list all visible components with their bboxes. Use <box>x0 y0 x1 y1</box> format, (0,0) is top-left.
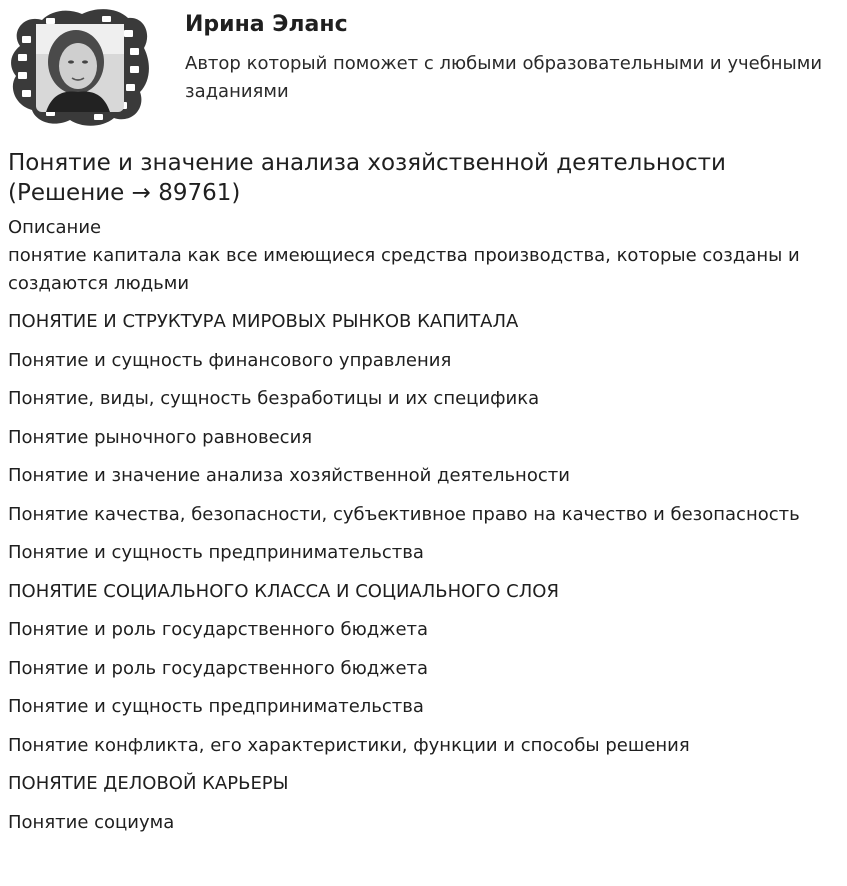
description-heading: Описание <box>8 217 102 238</box>
author-description: Автор который поможет с любыми образовательными и учебными заданиями <box>185 53 823 102</box>
main-content <box>8 148 838 847</box>
related-list <box>8 308 838 837</box>
related-item[interactable]: Понятие и сущность предпринимательства <box>8 696 424 717</box>
author-block <box>0 0 847 140</box>
related-item[interactable]: Понятие социума <box>8 811 175 833</box>
related-item[interactable]: Понятие конфликта, его характеристики, функции и способы решения <box>8 734 690 756</box>
related-item[interactable]: Понятие и роль государственного бюджета <box>8 619 429 640</box>
related-item[interactable]: ПОНЯТИЕ И СТРУКТУРА МИРОВЫХ РЫНКОВ КАПИТАЛА <box>8 311 519 332</box>
related-item[interactable]: Понятие и роль государственного бюджета <box>8 657 429 679</box>
related-item[interactable]: ПОНЯТИЕ СОЦИАЛЬНОГО КЛАССА И СОЦИАЛЬНОГО СЛОЯ <box>8 580 559 602</box>
related-item[interactable]: Понятие, виды, сущность безработицы и их специфика <box>8 388 540 409</box>
author-avatar <box>6 6 152 128</box>
related-item[interactable]: Понятие и значение анализа хозяйственной деятельности <box>8 465 570 486</box>
author-name: Ирина Эланс <box>185 12 348 37</box>
related-item[interactable]: Понятие рыночного равновесия <box>8 426 313 448</box>
related-item[interactable]: Понятие и сущность финансового управления <box>8 349 452 371</box>
description-text: понятие капитала как все имеющиеся средства производства, которые созданы и создаются людьми <box>8 245 800 294</box>
related-item[interactable]: ПОНЯТИЕ ДЕЛОВОЙ КАРЬЕРЫ <box>8 773 289 794</box>
page-title: Понятие и значение анализа хозяйственной деятельности (Решение → 89761) <box>8 150 727 206</box>
related-item[interactable]: Понятие качества, безопасности, субъективное право на качество и безопасность <box>8 503 800 525</box>
related-item[interactable]: Понятие и сущность предпринимательства <box>8 542 424 563</box>
